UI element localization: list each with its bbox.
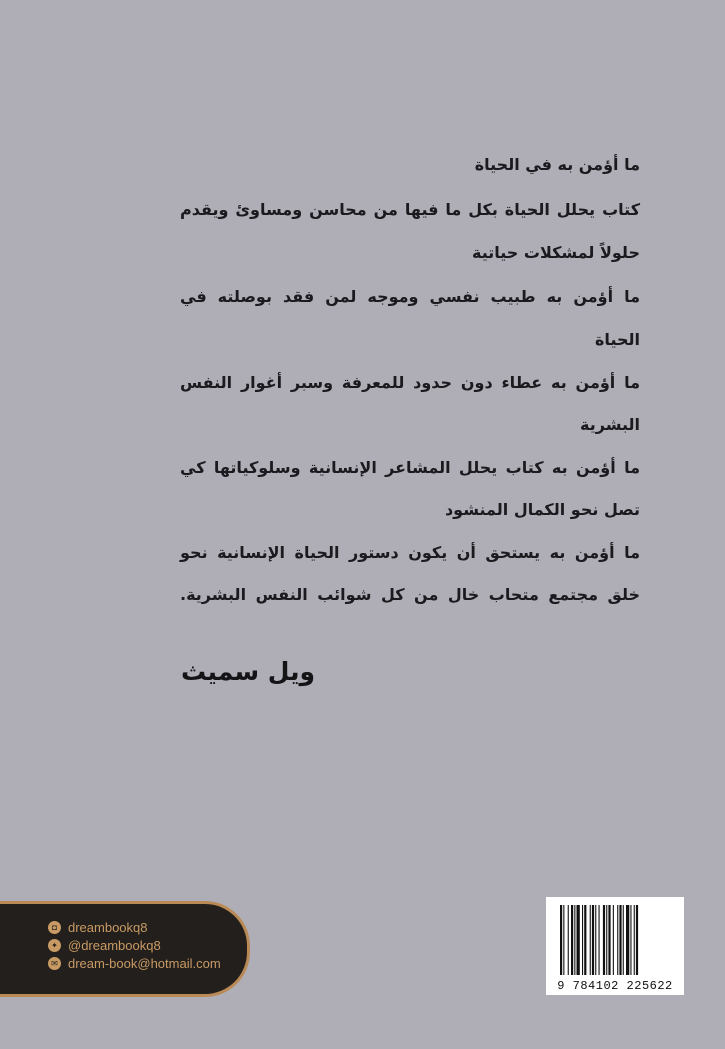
barcode-bar xyxy=(630,905,631,975)
isbn-number: 9 784102 225622 xyxy=(557,979,673,993)
barcode-bar xyxy=(617,905,618,975)
barcode-bar xyxy=(603,905,605,975)
barcode-bar xyxy=(595,905,596,975)
blurb-line: ما أؤمن به طبيب نفسي وموجه لمن فقد بوصلته في xyxy=(180,287,640,306)
barcode-bar xyxy=(623,905,624,975)
blurb-line: ما أؤمن به عطاء دون حدود للمعرفة وسبر أغوار النفس xyxy=(180,373,640,392)
barcode-bar xyxy=(574,905,575,975)
blurb-line: حلولاً لمشكلات حياتية xyxy=(471,243,640,262)
twitter-icon: ✦ xyxy=(48,939,61,952)
contact-text: dreambookq8 xyxy=(68,920,148,935)
blurb-line: خلق مجتمع متحاب خال من كل شوائب النفس البشرية. xyxy=(180,585,640,604)
barcode-bar xyxy=(577,905,580,975)
barcode-bar xyxy=(619,905,621,975)
blurb-line: ما أؤمن به كتاب يحلل المشاعر الإنسانية وسلوكياتها كي xyxy=(180,458,640,477)
barcode-bar xyxy=(634,905,635,975)
barcode xyxy=(546,897,684,995)
blurb-line: ما أؤمن به في الحياة xyxy=(474,155,640,174)
contact-twitter[interactable] xyxy=(48,938,161,953)
blurb-line: كتاب يحلل الحياة بكل ما فيها من محاسن ومساوئ ويقدم xyxy=(180,200,640,219)
barcode-bar xyxy=(613,905,614,975)
barcode-bar xyxy=(626,905,629,975)
blurb-line: تصل نحو الكمال المنشود xyxy=(444,500,640,519)
barcode-bar xyxy=(560,905,562,975)
barcode-bar xyxy=(584,905,586,975)
barcode-bar xyxy=(608,905,610,975)
barcode-bars xyxy=(554,905,676,975)
contact-text: dream-book@hotmail.com xyxy=(68,956,221,971)
blurb-line: البشرية xyxy=(580,415,640,434)
contact-instagram[interactable] xyxy=(48,920,148,935)
barcode-bar xyxy=(599,905,600,975)
barcode-bar xyxy=(592,905,594,975)
barcode-bar xyxy=(636,905,638,975)
blurb-line: الحياة xyxy=(594,330,640,349)
barcode-bar xyxy=(582,905,583,975)
instagram-icon: ◘ xyxy=(48,921,61,934)
barcode-bar xyxy=(571,905,573,975)
contact-text: @dreambookq8 xyxy=(68,938,161,953)
barcode-bar xyxy=(563,905,564,975)
barcode-bar xyxy=(606,905,607,975)
blurb-line: ما أؤمن به يستحق أن يكون دستور الحياة الإنسانية نحو xyxy=(180,543,640,562)
contact-email[interactable] xyxy=(48,956,221,971)
email-icon: ✉ xyxy=(48,957,61,970)
barcode-bar xyxy=(568,905,569,975)
barcode-bar xyxy=(590,905,591,975)
author-name: ويل سميث xyxy=(181,657,315,686)
